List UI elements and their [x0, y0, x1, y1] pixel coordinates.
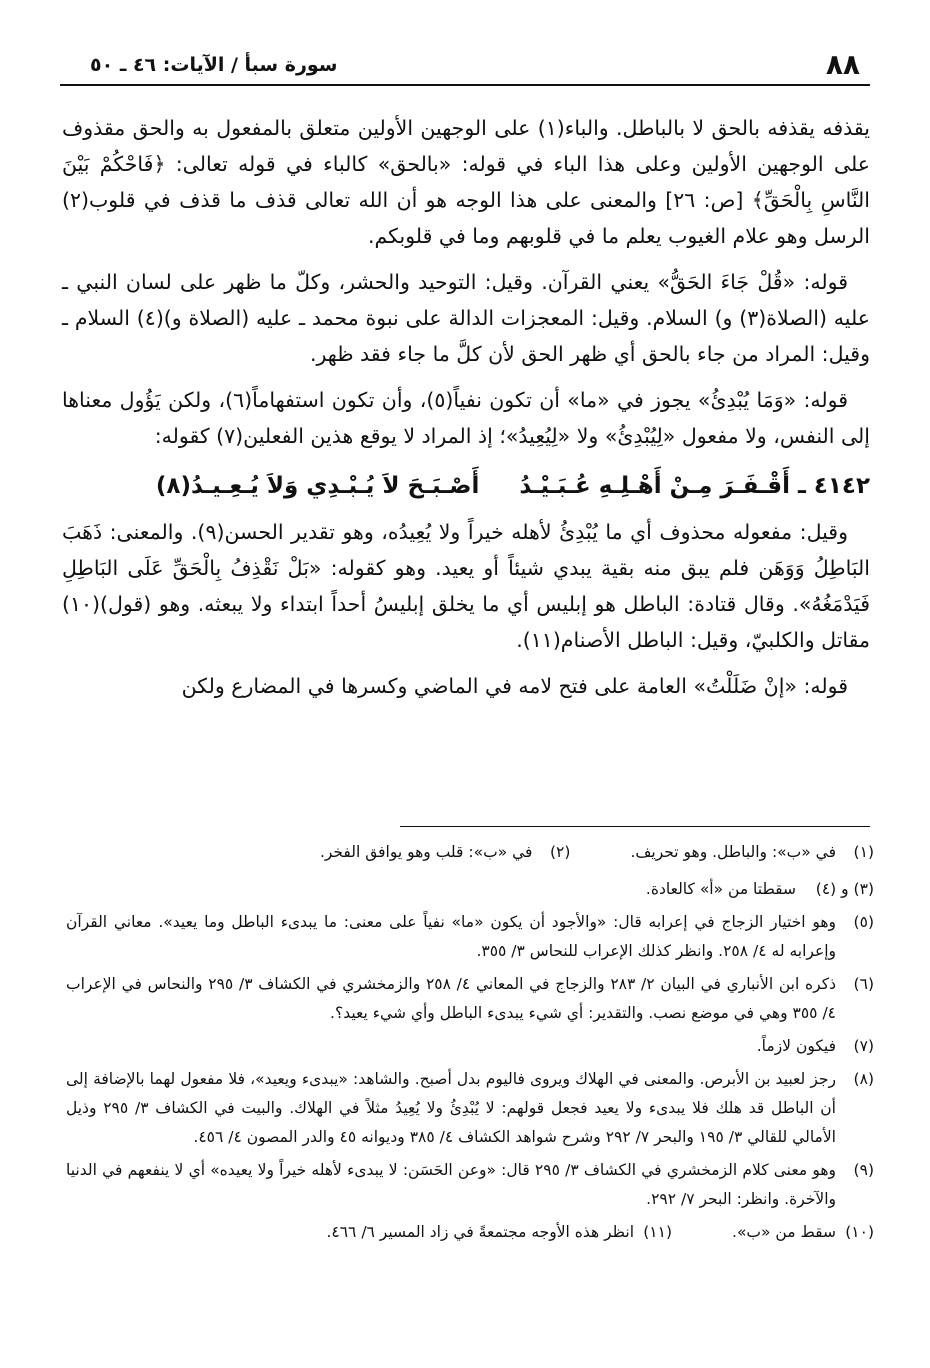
footnote-text: انظر هذه الأوجه مجتمعةً في زاد المسير ٦/ ٤٦٦.	[326, 1223, 635, 1241]
verse-first-hemistich: ٤١٤٢ ـ أَقْـفَـرَ مِـنْ أَهْـلِـهِ عُـبَـيْـدُ	[519, 473, 870, 499]
footnote-text: سقط من «ب».	[732, 1223, 836, 1241]
page-number: ٨٨	[825, 48, 860, 81]
paragraph-5: قوله: «إنْ ضَلَلْتُ» العامة على فتح لامه في الماضي وكسرها في المضارع ولكن	[181, 674, 848, 698]
paragraph-2: قوله: «قُلْ جَاءَ الحَقُّ» يعني القرآن. وقيل: التوحيد والحشر، وكلّ ما ظهر على لسان النبي ـ عليه (الصلاة(٣) و) السلام. وقيل: المعجزات الدالة على نبوة محمد ـ عليه (الصلاة و)(٤) السلام ـ وقيل: المراد من جاء بالحق أي ظهر الحق لأن كلَّ ما جاء فقد ظهر.	[62, 270, 870, 366]
footnotes	[66, 838, 874, 1255]
footnote-3-4	[66, 875, 874, 904]
poetry-verse	[62, 464, 870, 508]
footnote-row	[66, 1218, 874, 1251]
header-rule	[60, 84, 870, 86]
footnote-number: (١)	[853, 843, 874, 861]
paragraph-1: يقذفه يقذفه بالحق لا بالباطل. والباء(١) على الوجهين الأولين متعلق بالمفعول به والحق مقذوف على الوجهين الأولين وعلى هذا الباء في قوله: «بالحق» كالباء في قوله تعالى: ﴿فَاحْكُمْ بَيْنَ النَّاسِ بِالْحَقِّ﴾ [ص: ٢٦] والمعنى على هذا الوجه هو أن الله تعالى قذف ما قذف في قلوب(٢) الرسل وهو علام الغيوب يعلم ما في قلوبهم وما في قلوبكم.	[62, 116, 870, 248]
footnote-11	[326, 1218, 672, 1247]
paragraph-4: وقيل: مفعوله محذوف أي ما يُبْدِئُ لأهله خيراً ولا يُعِيدُه، وهو تقدير الحسن(٩). والمعنى: ذَهَبَ البَاطِلُ وَوَهَن فلم يبق منه بقية يبدي شيئاً أو يعيد. وهو كقوله: «بَلْ نَقْذِفُ بِالْحَقِّ عَلَى البَاطِلِ فَيَدْمَغُهُ». وقال قتادة: الباطل هو إبليس أي ما يخلق إبليسُ أحداً ابتداء ولا يبعثه. وهو (قول)(١٠) مقاتل والكلبيّ، وقيل: الباطل الأصنام(١١).	[62, 520, 870, 652]
paragraph-3: قوله: «وَمَا يُبْدِئُ» يجوز في «ما» أن تكون نفياً(٥)، وأن تكون استفهاماً(٦)، ولكن يَؤُول معناها إلى النفس، ولا مفعول «لِيُبْدِئُ» ولا «لِيُعِيدُ»؛ إذ المراد لا يوقع هذين الفعلين(٧) كقوله:	[62, 388, 870, 448]
footnote-text: فيكون لازماً.	[756, 1037, 836, 1055]
footnote-number: (٥)	[853, 913, 874, 931]
footnote-number: (٣) و (٤)	[815, 880, 874, 898]
footnote-number: (٧)	[853, 1037, 874, 1055]
footnote-7	[66, 1032, 874, 1061]
footnote-text: في «ب»: قلب وهو يوافق الفخر.	[319, 843, 533, 861]
footnote-text: رجز لعبيد بن الأبرص. والمعنى في الهلاك ويروى فاليوم بدل أصبح. والشاهد: «يبدىء ويعيد»، فلا مفعول لهما بالإضافة إلى أن الباطل قد هلك فلا يبدىء ولا يعيد فجعل قولهم: لا يُبْدِئُ ولا يُعِيدُ مثلاً في الهلاك. والبيت في الكشاف ٣/ ٢٩٥ وذيل الأمالي للقالي ٣/ ١٩٥ والبحر ٧/ ٢٩٢ وشرح شواهد الكشاف ٤/ ٣٨٥ وديوانه ٤٥ والدر المصون ٤/ ٤٥٦.	[66, 1070, 836, 1146]
footnote-2	[320, 838, 571, 867]
footnote-text: في «ب»: والباطل. وهو تحريف.	[630, 843, 836, 861]
footnote-number: (١١)	[643, 1223, 673, 1241]
page-header	[60, 46, 870, 86]
footnote-text: وهو معنى كلام الزمخشري في الكشاف ٣/ ٢٩٥ قال: «وعن الحَسَن: لا يبدىء لأهله خيراً ولا يعيده» أي لا ينفعهم في الدنيا والآخرة. وانظر: البحر ٧/ ٢٩٢.	[66, 1161, 836, 1208]
footnote-text: ذكره ابن الأنباري في البيان ٢/ ٢٨٣ والزجاج في المعاني ٤/ ٢٥٨ والزمخشري في الكشاف ٣/ ٢٩٥ والنحاس في الإعراب ٤/ ٣٥٥ وهي في موضع نصب. والتقدير: أي شيء يبدىء الباطل وأي شيء يعيد؟.	[66, 975, 836, 1022]
main-text	[62, 110, 870, 714]
footnote-number: (٩)	[853, 1161, 874, 1179]
footnote-6	[66, 970, 874, 1028]
footnote-row	[66, 838, 874, 871]
footnote-8	[66, 1065, 874, 1152]
footnote-text: وهو اختيار الزجاج في إعرابه قال: «والأجود أن يكون «ما» نفياً على معنى: ما يبدىء الباطل وما يعيد». معاني القرآن وإعرابه له ٤/ ٢٥٨. وانظر كذلك الإعراب للنحاس ٣/ ٣٥٥.	[66, 913, 836, 960]
footnote-number: (١٠)	[845, 1223, 874, 1241]
footnote-1	[630, 838, 874, 867]
running-head: سورة سبأ / الآيات: ٤٦ ـ ٥٠	[90, 54, 338, 76]
footnote-number: (٦)	[853, 975, 874, 993]
footnote-separator	[400, 826, 870, 827]
verse-second-hemistich: أَصْـبَـحَ لاَ يُـبْـدِي وَلاَ يُـعِـيـدُ(٨)	[155, 473, 480, 499]
footnote-5	[66, 908, 874, 966]
footnote-text: سقطتا من «أ» كالعادة.	[645, 880, 796, 898]
footnote-9	[66, 1156, 874, 1214]
footnote-number: (٢)	[549, 843, 571, 861]
footnote-number: (٨)	[853, 1070, 874, 1088]
footnote-10	[732, 1218, 874, 1247]
